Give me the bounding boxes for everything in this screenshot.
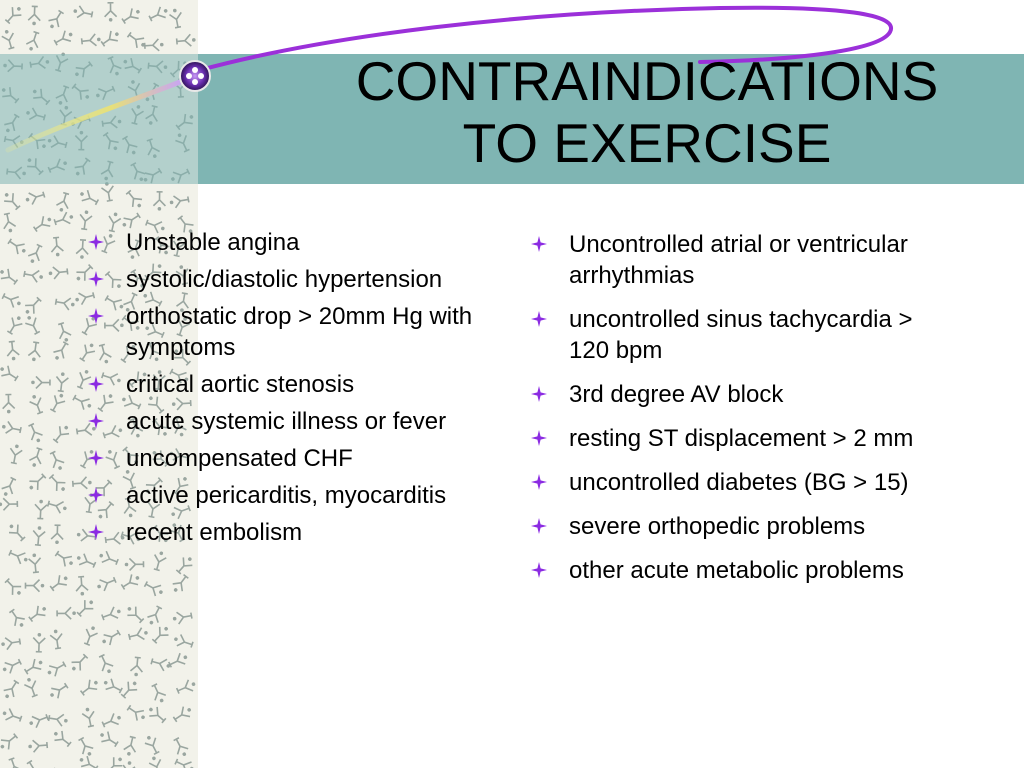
list-item-text: Unstable angina bbox=[126, 229, 300, 256]
list-item-text: uncompensated CHF bbox=[126, 445, 353, 472]
four-point-star-icon bbox=[88, 271, 104, 287]
list-item-text: 3rd degree AV block bbox=[569, 381, 784, 408]
four-point-star-icon bbox=[88, 308, 104, 324]
list-item bbox=[88, 264, 488, 295]
list-item-text: severe orthopedic problems bbox=[569, 513, 866, 540]
four-point-star-icon bbox=[531, 474, 547, 490]
orb-icon bbox=[180, 61, 210, 91]
four-point-star-icon bbox=[88, 450, 104, 466]
four-point-star-icon bbox=[531, 518, 547, 534]
list-item bbox=[88, 227, 488, 258]
list-item bbox=[531, 229, 951, 291]
list-item bbox=[88, 406, 488, 437]
list-item-text: recent embolism bbox=[126, 519, 303, 546]
list-item-text: acute systemic illness or fever bbox=[126, 408, 447, 435]
four-point-star-icon bbox=[88, 234, 104, 250]
list-item bbox=[531, 379, 951, 410]
slide-title bbox=[270, 50, 1024, 174]
four-point-star-icon bbox=[88, 524, 104, 540]
title-line-2: TO EXERCISE bbox=[462, 112, 832, 174]
list-item bbox=[88, 517, 488, 548]
list-item bbox=[531, 304, 951, 366]
list-item-text: other acute metabolic problems bbox=[569, 557, 904, 584]
list-item bbox=[531, 423, 951, 454]
four-point-star-icon bbox=[88, 376, 104, 392]
four-point-star-icon bbox=[531, 562, 547, 578]
list-item-text: uncontrolled diabetes (BG > 15) bbox=[569, 469, 909, 496]
list-item bbox=[88, 443, 488, 474]
four-point-star-icon bbox=[531, 236, 547, 252]
list-item-text: systolic/diastolic hypertension bbox=[126, 266, 443, 293]
title-line-1: CONTRAINDICATIONS bbox=[355, 50, 939, 112]
list-item-text: Uncontrolled atrial or ventricular arrhythmias bbox=[569, 231, 908, 289]
list-item-text: orthostatic drop > 20mm Hg with symptoms bbox=[126, 303, 473, 361]
list-item bbox=[88, 301, 488, 363]
list-item-text: active pericarditis, myocarditis bbox=[126, 482, 447, 509]
left-bullet-list bbox=[88, 227, 488, 554]
list-item-text: critical aortic stenosis bbox=[126, 371, 355, 398]
list-item bbox=[531, 467, 951, 498]
list-item-text: resting ST displacement > 2 mm bbox=[569, 425, 914, 452]
list-item bbox=[88, 369, 488, 400]
swoosh-tail bbox=[8, 82, 180, 150]
four-point-star-icon bbox=[88, 487, 104, 503]
four-point-star-icon bbox=[88, 413, 104, 429]
four-point-star-icon bbox=[531, 430, 547, 446]
four-point-star-icon bbox=[531, 311, 547, 327]
four-point-star-icon bbox=[531, 386, 547, 402]
right-bullet-list bbox=[531, 229, 951, 599]
list-item bbox=[88, 480, 488, 511]
list-item-text: uncontrolled sinus tachycardia > 120 bpm bbox=[569, 306, 913, 364]
list-item bbox=[531, 555, 951, 586]
list-item bbox=[531, 511, 951, 542]
